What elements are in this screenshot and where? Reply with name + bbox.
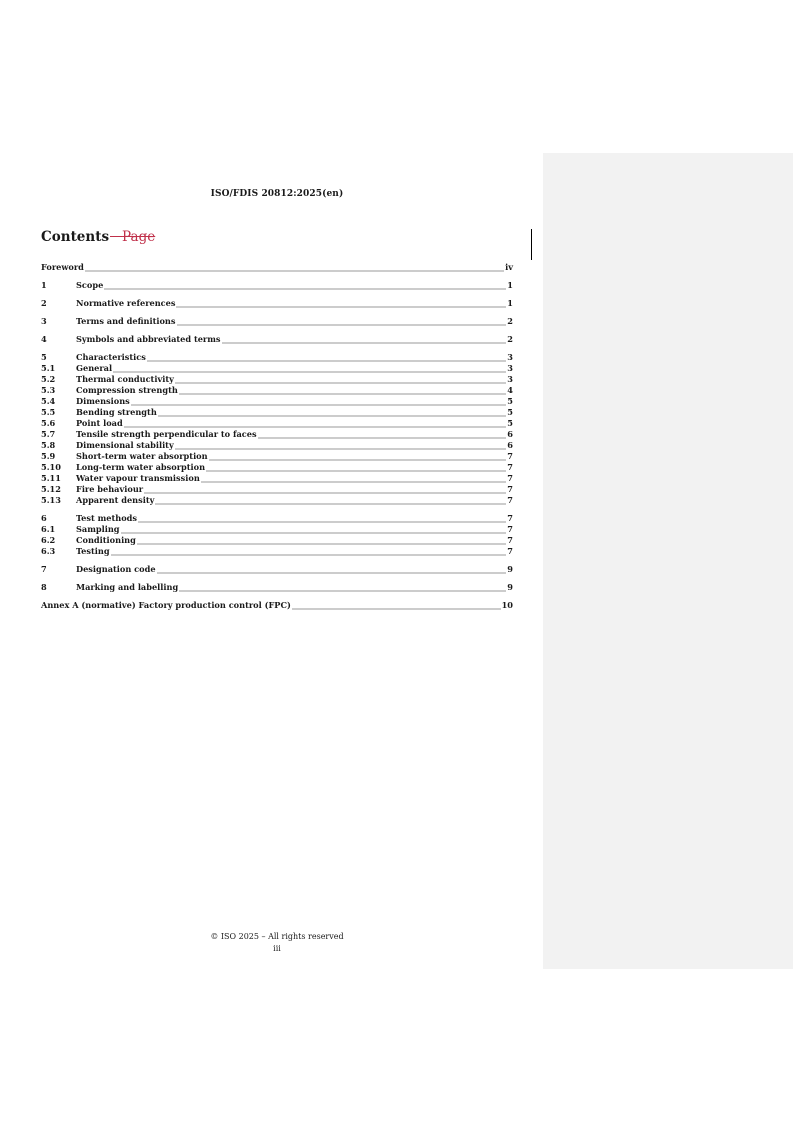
toc-entry-page: 7 (507, 535, 513, 545)
toc-entry-page: 9 (507, 564, 513, 574)
toc-entry-title[interactable]: Foreword (41, 262, 84, 272)
toc-entry-title[interactable]: Conditioning (76, 535, 136, 545)
toc-entry-title[interactable]: Test methods (76, 513, 138, 523)
toc-entry-number: 5.11 (41, 473, 61, 483)
toc-entry[interactable] (41, 546, 513, 557)
dot-leader (144, 484, 506, 495)
toc-entry-title[interactable]: Terms and definitions (76, 316, 176, 326)
contents-heading (41, 229, 155, 245)
toc-entry-number: 5.13 (41, 495, 61, 505)
toc-entry-title[interactable]: Symbols and abbreviated terms (76, 334, 221, 344)
toc-entry[interactable] (41, 564, 513, 575)
footer-copyright: © ISO 2025 – All rights reserved (210, 932, 344, 941)
toc-entry[interactable] (41, 385, 513, 396)
dot-leader (158, 407, 507, 418)
toc-entry-page: 7 (507, 451, 513, 461)
toc-entry[interactable] (41, 429, 513, 440)
dot-leader (222, 334, 507, 345)
toc-entry-title[interactable]: Tensile strength perpendicular to faces (76, 429, 257, 439)
toc-entry-page: 7 (507, 484, 513, 494)
toc-entry-number: 6.2 (41, 535, 56, 545)
toc-entry[interactable] (41, 334, 513, 345)
toc-entry-title[interactable]: Fire behaviour (76, 484, 144, 494)
toc-entry-page: 3 (507, 363, 513, 373)
dot-leader (179, 582, 506, 593)
dot-leader (121, 524, 507, 535)
toc-entry-page: 2 (507, 316, 513, 326)
toc-entry-page: 7 (507, 546, 513, 556)
dot-leader (85, 262, 504, 273)
toc-entry[interactable] (41, 484, 513, 495)
toc-entry-number: 5.6 (41, 418, 56, 428)
change-bar (531, 229, 532, 260)
toc-entry[interactable] (41, 280, 513, 291)
toc-entry-title[interactable]: Sampling (76, 524, 120, 534)
toc-entry-page: 5 (507, 418, 513, 428)
contents-title: Contents (41, 229, 110, 245)
toc-entry[interactable] (41, 407, 513, 418)
toc-entry-number: 5 (41, 352, 47, 362)
dot-leader (209, 451, 507, 462)
toc-entry-number: 5.2 (41, 374, 56, 384)
dot-leader (201, 473, 507, 484)
toc-entry-page: 9 (507, 582, 513, 592)
toc-entry-number: 5.10 (41, 462, 61, 472)
toc-entry-number: 2 (41, 298, 47, 308)
toc-entry-page: 5 (507, 407, 513, 417)
toc-entry-title[interactable]: Dimensional stability (76, 440, 174, 450)
toc-entry-number: 6.3 (41, 546, 56, 556)
toc-entry[interactable] (41, 352, 513, 363)
toc-entry[interactable] (41, 451, 513, 462)
dot-leader (206, 462, 506, 473)
toc-entry-page: 7 (507, 473, 513, 483)
deleted-tab-leader (110, 236, 122, 237)
toc-entry-page: 6 (507, 429, 513, 439)
dot-leader (113, 363, 506, 374)
toc-entry-number: 4 (41, 334, 47, 344)
toc-entry-title[interactable]: Scope (76, 280, 104, 290)
toc-entry-number: 1 (41, 280, 47, 290)
toc-entry-title[interactable]: Thermal conductivity (76, 374, 174, 384)
toc-entry[interactable] (41, 524, 513, 535)
toc-entry-number: 8 (41, 582, 47, 592)
toc-entry-title[interactable]: Bending strength (76, 407, 157, 417)
dot-leader (147, 352, 506, 363)
dot-leader (258, 429, 507, 440)
toc-entry-page: 3 (507, 374, 513, 384)
toc-entry-title[interactable]: Point load (76, 418, 123, 428)
toc-entry[interactable] (41, 440, 513, 451)
document-id-header: ISO/FDIS 20812:2025(en) (210, 189, 344, 199)
toc-entry-title[interactable]: Designation code (76, 564, 156, 574)
deleted-page-label: Page (122, 229, 156, 245)
dot-leader (104, 280, 506, 291)
toc-entry-number: 5.4 (41, 396, 56, 406)
toc-entry-number: 5.1 (41, 363, 56, 373)
footer-page-number: iii (273, 944, 281, 953)
toc-entry-number: 5.3 (41, 385, 56, 395)
toc-entry-title[interactable]: Testing (76, 546, 110, 556)
toc-entry-number: 7 (41, 564, 47, 574)
dot-leader (175, 374, 506, 385)
toc-entry-page: 4 (507, 385, 513, 395)
toc-entry-page: 3 (507, 352, 513, 362)
comment-pane (543, 153, 793, 969)
toc-entry[interactable] (41, 513, 513, 524)
dot-leader (111, 546, 507, 557)
toc-entry-page: 1 (507, 280, 513, 290)
toc-entry-page: 6 (507, 440, 513, 450)
toc-entry-title[interactable]: Annex A (normative) Factory production control (FPC) (41, 600, 291, 610)
toc-entry-title[interactable]: Short-term water absorption (76, 451, 208, 461)
toc-entry-page: 2 (507, 334, 513, 344)
toc-entry-number: 5.5 (41, 407, 56, 417)
toc-entry-title[interactable]: Normative references (76, 298, 176, 308)
dot-leader (138, 513, 506, 524)
toc-entry-page: 1 (507, 298, 513, 308)
toc-entry-page: 7 (507, 513, 513, 523)
toc-entry-number: 5.7 (41, 429, 56, 439)
toc-entry-page: 7 (507, 462, 513, 472)
toc-entry-title[interactable]: Marking and labelling (76, 582, 179, 592)
toc-entry[interactable] (41, 298, 513, 309)
toc-entry[interactable] (41, 262, 513, 273)
toc-entry-title[interactable]: Water vapour transmission (76, 473, 200, 483)
dot-leader (176, 298, 506, 309)
toc-entry[interactable] (41, 495, 513, 506)
toc-entry-number: 5.9 (41, 451, 56, 461)
dot-leader (175, 440, 507, 451)
dot-leader (292, 600, 501, 611)
dot-leader (124, 418, 507, 429)
toc-entry[interactable] (41, 462, 513, 473)
dot-leader (137, 535, 506, 546)
toc-entry-number: 3 (41, 316, 47, 326)
toc-entry-page: 10 (501, 600, 513, 610)
toc-entry-title[interactable]: Compression strength (76, 385, 178, 395)
dot-leader (131, 396, 507, 407)
toc-entry[interactable] (41, 396, 513, 407)
toc-entry-number: 5.8 (41, 440, 56, 450)
toc-entry-page: 7 (507, 495, 513, 505)
toc-entry[interactable] (41, 582, 513, 593)
toc-entry[interactable] (41, 316, 513, 327)
toc-entry[interactable] (41, 418, 513, 429)
toc-entry-title[interactable]: General (76, 363, 113, 373)
toc-entry-number: 5.12 (41, 484, 61, 494)
toc-entry-page: 5 (507, 396, 513, 406)
toc-entry[interactable] (41, 473, 513, 484)
dot-leader (155, 495, 506, 506)
toc-entry[interactable] (41, 600, 513, 611)
toc-entry-page: iv (505, 262, 513, 272)
dot-leader (157, 564, 507, 575)
toc-entry[interactable] (41, 374, 513, 385)
toc-entry-title[interactable]: Long-term water absorption (76, 462, 206, 472)
dot-leader (177, 316, 507, 327)
toc-entry-title[interactable]: Characteristics (76, 352, 146, 362)
toc-entry[interactable] (41, 363, 513, 374)
toc-entry-title[interactable]: Apparent density (76, 495, 155, 505)
dot-leader (179, 385, 506, 396)
toc-entry-number: 6.1 (41, 524, 56, 534)
toc-entry-page: 7 (507, 524, 513, 534)
toc-entry-title[interactable]: Dimensions (76, 396, 130, 406)
toc-entry[interactable] (41, 535, 513, 546)
toc-entry-number: 6 (41, 513, 47, 523)
